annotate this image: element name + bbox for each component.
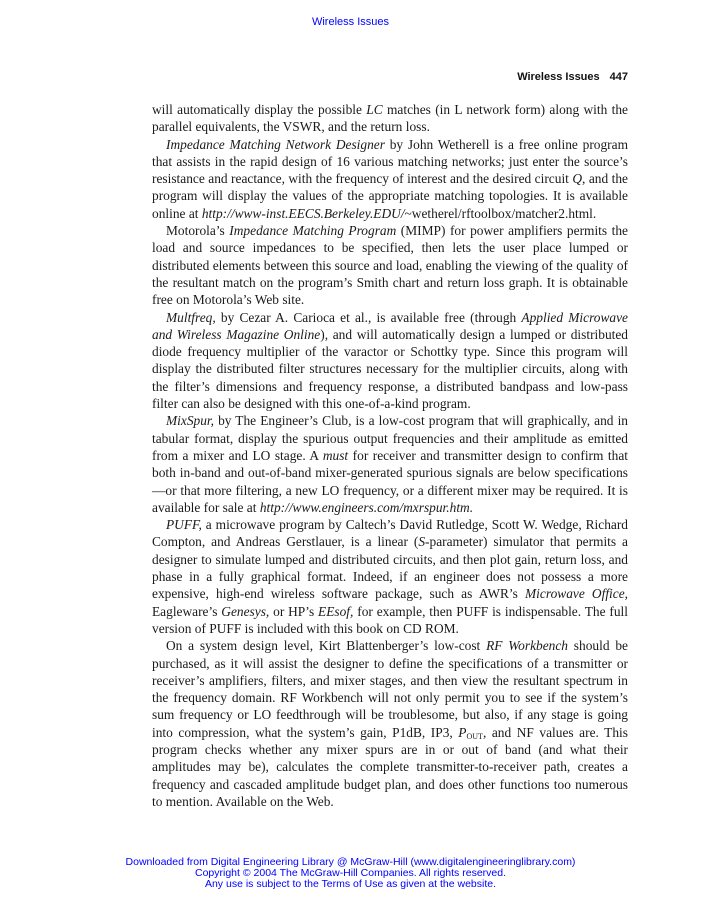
italic-text: Impedance Matching Program [229, 223, 397, 239]
italic-text: Applied Microwave and Wireless Magazine Online [152, 309, 628, 342]
italic-text: PUFF, [166, 517, 202, 533]
text-run: matches (in L network form) along with the parallel equivalents, the VSWR, and the return loss. [152, 102, 628, 135]
text-run: On a system design level, Kirt Blattenberger’s low-cost [166, 638, 487, 654]
body-text [152, 101, 628, 810]
italic-text: Microwave Office, [525, 586, 628, 602]
text-run: will automatically display the possible [152, 102, 367, 117]
text-run: ~wetherel/rftoolbox/matcher2.html. [404, 205, 597, 221]
italic-text: Impedance Matching Network Designer [166, 136, 385, 152]
italic-text: Genesys, [221, 603, 270, 619]
italic-text: MixSpur, [166, 413, 214, 429]
text-run: , and NF values are. This program checks whether any mixer spurs are in or out of band (and what their amplitudes may be), calculates the complete transmitter-to-receiver path, creates a frequency and cascaded amplitude budget plan, and does other functions too numerous to mention. Available on the Web. [152, 724, 628, 809]
subscript-text: OUT [466, 731, 483, 741]
italic-text: must [322, 447, 349, 463]
paragraph [152, 222, 628, 308]
text-run: by John Wetherell is a free online program that assists in the rapid design of 16 various matching networks; just enter the source’s resistance and reactance, with the frequency of interest and the desired circuit [152, 136, 629, 187]
paragraph [152, 136, 628, 222]
footer-line-download[interactable]: Downloaded from Digital Engineering Library @ McGraw-Hill (www.digitalengineeringlibrary.com) [125, 856, 576, 868]
text-run: Eagleware’s [152, 603, 222, 619]
footer-line-copyright[interactable]: Copyright © 2004 The McGraw-Hill Companies. All rights reserved. [195, 867, 506, 879]
italic-text: P [458, 724, 467, 740]
italic-text: LC [366, 102, 383, 117]
italic-text: http://www.engineers.com/mxrspur.htm. [259, 499, 474, 515]
italic-text: RF Workbench [486, 638, 568, 654]
paragraph [152, 637, 628, 810]
text-run: or HP’s [269, 603, 319, 619]
italic-text: S [418, 534, 426, 550]
footer-copyright[interactable] [0, 857, 701, 890]
text-run: ), and will automatically design a lumped or distributed diode frequency multiplier of the varactor or Schottky type. Since this program will display the distributed filter structures necessary for the multiplier circuits, along with the filter’s dimensions and frequency response, a distributed bandpass and low-pass filter can also be designed with this one-of-a-kind program. [152, 326, 628, 412]
page-number: 447 [609, 71, 628, 83]
text-run: for example, then PUFF is indispensable. The full version of PUFF is included with this book on CD ROM. [152, 603, 628, 636]
italic-text: http://www-inst.EECS.Berkeley.EDU/ [201, 205, 405, 221]
text-run: by The Engineer’s Club, is a low-cost program that will graphically, and in tabular format, display the spurious output frequencies and their amplitude as emitted from a mixer and LO stage. A [152, 413, 628, 463]
text-run: , and the program will display the values of the appropriate matching topologies. It is available online at [152, 171, 628, 221]
text-run: a microwave program by Caltech’s David Rutledge, Scott W. Wedge, Richard Compton, and Andreas Gerstlauer, is a linear ( [152, 517, 628, 550]
text-run: for receiver and transmitter design to confirm that both in-band and out-of-band mixer-generated spurious signals are below specifications—or that more filtering, a new LO frequency, or a different mixer may be required. It is available for sale at [152, 447, 628, 515]
italic-text: Multfreq, [166, 309, 216, 325]
paragraph [152, 309, 628, 413]
paragraph [152, 516, 628, 637]
footer-line-terms[interactable]: Any use is subject to the Terms of Use as given at the website. [204, 878, 497, 890]
running-head [517, 71, 628, 83]
paragraph [152, 412, 628, 516]
italic-text: Q [572, 171, 583, 187]
running-title: Wireless Issues [517, 71, 600, 83]
text-run: -parameter) simulator that permits a designer to simulate lumped and distributed circuits, and then plot gain, return loss, and phase in a fully graphical format. Indeed, if an engineer does not possess a more expensive, high-end wireless software package, such as AWR’s [152, 534, 628, 602]
text-run: Motorola’s [166, 223, 230, 239]
text-run: should be purchased, as it will assist the designer to define the specifications of a transmitter or receiver’s amplifiers, filters, and mixer stages, and then view the resultant spectrum in the frequency domain. RF Workbench will not only permit you to see if the system’s sum frequency or LO feedthrough will be troublesome, but also, if any stage is going into compression, what the system’s gain, P1dB, IP3, [152, 638, 628, 740]
top-link-chapter-title[interactable]: Wireless Issues [311, 16, 390, 28]
italic-text: EEsof, [318, 603, 354, 619]
paragraph [152, 101, 628, 136]
text-run: (MIMP) for power amplifiers permits the load and source impedances to be specified, then lets the user place lumped or distributed elements between this source and load, enabling the viewing of the quality of the resultant match on the program’s Smith chart and return loss graph. It is obtainable free on Motorola’s Web site. [152, 223, 628, 308]
text-run: by Cezar A. Carioca et al., is available free (through [215, 309, 522, 325]
